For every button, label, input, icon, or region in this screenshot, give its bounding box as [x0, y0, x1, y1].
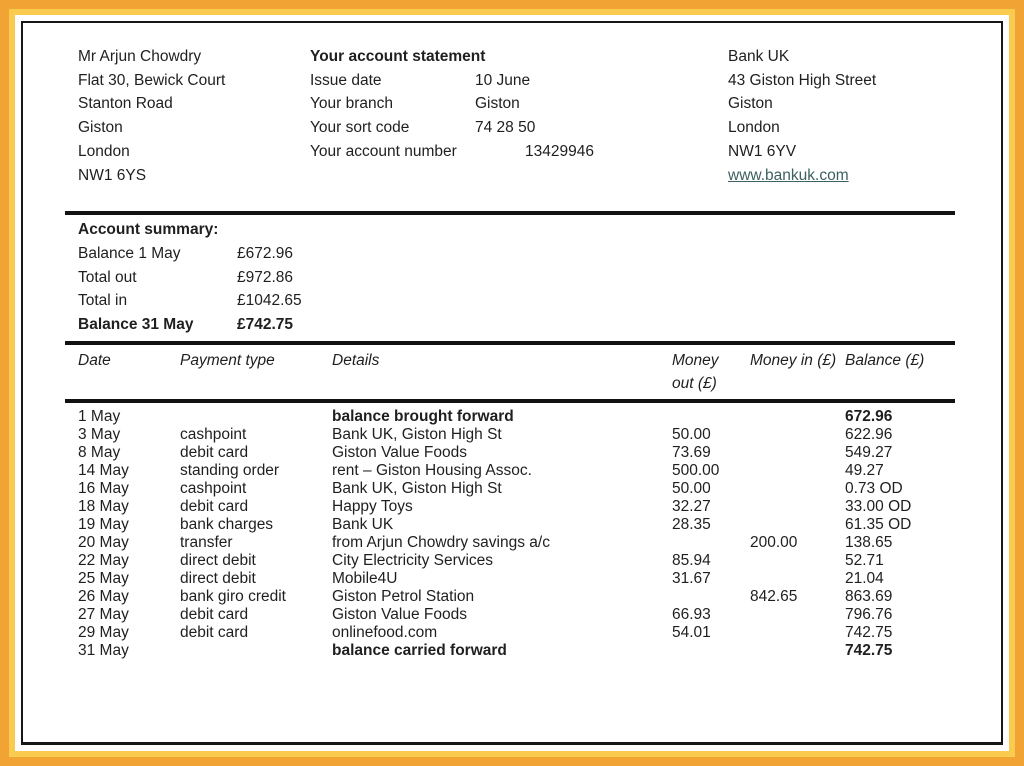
table-row: [78, 498, 1001, 516]
summary-value: £672.96: [237, 244, 294, 262]
table-row: [78, 462, 1001, 480]
tx-details-cell: City Electricity Services: [332, 552, 494, 570]
tx-money-in-cell: [750, 552, 845, 570]
tx-payment-type-cell: direct debit: [180, 552, 256, 570]
tx-money-out-cell: 54.01: [672, 624, 711, 642]
statement-header: [23, 45, 1001, 187]
tx-balance-cell: 863.69: [845, 588, 893, 606]
tx-payment-type-cell: bank charges: [180, 516, 274, 534]
tx-balance-cell: 0.73 OD: [845, 480, 903, 498]
tx-money-out-cell: [672, 588, 750, 606]
account-summary-rows: [78, 242, 1001, 337]
tx-money-out-cell: 50.00: [672, 480, 711, 498]
tx-money-in-cell: 200.00: [750, 534, 798, 552]
tx-date-cell: 8 May: [78, 444, 121, 462]
statement-title: Your account statement: [310, 48, 486, 65]
statement-info-label: Your branch: [310, 95, 394, 113]
tx-money-in-cell: [750, 462, 845, 480]
bank-address-line: 43 Giston High Street: [728, 71, 877, 89]
statement-sheet: [21, 21, 1003, 745]
tx-details-cell: Giston Value Foods: [332, 444, 467, 462]
tx-balance-cell: 742.75: [845, 624, 893, 642]
tx-payment-type-cell: cashpoint: [180, 480, 247, 498]
tx-details-cell: from Arjun Chowdry savings a/c: [332, 534, 550, 552]
tx-date-cell: 31 May: [78, 642, 129, 660]
statement-info-row: [310, 140, 728, 164]
statement-info-label: Your sort code: [310, 119, 410, 137]
summary-row: [78, 313, 1001, 337]
summary-row: [78, 242, 1001, 266]
tx-payment-type-cell: [180, 408, 332, 426]
table-row: [78, 516, 1001, 534]
table-row: [78, 426, 1001, 444]
tx-date-cell: 19 May: [78, 516, 129, 534]
bank-website-link[interactable]: www.bankuk.com: [728, 166, 849, 184]
tx-money-in-cell: 842.65: [750, 588, 798, 606]
tx-date-cell: 3 May: [78, 426, 121, 444]
table-row: [78, 480, 1001, 498]
tx-date-cell: 26 May: [78, 588, 129, 606]
summary-label: Balance 1 May: [78, 244, 181, 262]
tx-date-cell: 29 May: [78, 624, 129, 642]
tx-payment-type-cell: debit card: [180, 624, 249, 642]
tx-money-in-cell: [750, 408, 845, 426]
tx-payment-type-cell: cashpoint: [180, 426, 247, 444]
tx-money-out-cell: 73.69: [672, 444, 711, 462]
tx-money-in-cell: [750, 480, 845, 498]
tx-details-cell: Mobile4U: [332, 570, 398, 588]
tx-money-out-cell: 50.00: [672, 426, 711, 444]
tx-payment-type-cell: transfer: [180, 534, 233, 552]
table-row: [78, 588, 1001, 606]
tx-payment-type-cell: debit card: [180, 606, 249, 624]
customer-address-line: Flat 30, Bewick Court: [78, 71, 226, 89]
statement-info-row: [310, 69, 728, 93]
statement-info-value: 10 June: [475, 71, 531, 89]
table-row: [78, 408, 1001, 426]
customer-address-line: Stanton Road: [78, 95, 173, 113]
summary-label: Balance 31 May: [78, 316, 194, 334]
column-header-details: Details: [332, 351, 380, 369]
tx-date-cell: 16 May: [78, 480, 129, 498]
table-row: [78, 444, 1001, 462]
bank-address-line: Bank UK: [728, 48, 790, 65]
tx-details-cell: Happy Toys: [332, 498, 413, 516]
tx-details-cell: Bank UK: [332, 516, 394, 534]
tx-details-cell: Bank UK, Giston High St: [332, 480, 502, 498]
table-row: [78, 552, 1001, 570]
customer-address-block: [78, 45, 310, 187]
tx-balance-cell: 742.75: [845, 642, 893, 660]
column-header-date: Date: [78, 351, 111, 369]
tx-date-cell: 14 May: [78, 462, 129, 480]
tx-money-out-cell: [672, 408, 750, 426]
tx-payment-type-cell: debit card: [180, 498, 249, 516]
tx-date-cell: 1 May: [78, 408, 121, 426]
summary-label: Total out: [78, 268, 137, 286]
summary-value: £972.86: [237, 268, 294, 286]
tx-details-cell: onlinefood.com: [332, 624, 438, 642]
column-header-payment-type: Payment type: [180, 351, 275, 369]
tx-date-cell: 18 May: [78, 498, 129, 516]
tx-money-in-cell: [750, 516, 845, 534]
statement-info-row: [310, 92, 728, 116]
statement-info-row: [310, 116, 728, 140]
column-header-money-in: Money in (£): [750, 351, 837, 369]
transactions-table: [78, 403, 1001, 660]
tx-date-cell: 27 May: [78, 606, 129, 624]
tx-money-out-cell: 500.00: [672, 462, 720, 480]
table-row: [78, 534, 1001, 552]
summary-value: £1042.65: [237, 292, 302, 310]
customer-address-line: NW1 6YS: [78, 166, 147, 184]
tx-payment-type-cell: standing order: [180, 462, 280, 480]
customer-address-line: Mr Arjun Chowdry: [78, 48, 202, 65]
tx-money-out-cell: 28.35: [672, 516, 711, 534]
tx-payment-type-cell: debit card: [180, 444, 249, 462]
bank-address-line: NW1 6YV: [728, 142, 797, 160]
tx-date-cell: 25 May: [78, 570, 129, 588]
statement-info-value: 13429946: [525, 142, 594, 160]
decorative-yellow-frame: [9, 9, 1015, 757]
tx-details-cell: balance brought forward: [332, 408, 514, 426]
tx-money-in-cell: [750, 606, 845, 624]
tx-money-out-cell: [672, 534, 750, 552]
statement-info-label: Issue date: [310, 71, 382, 89]
tx-balance-cell: 138.65: [845, 534, 893, 552]
statement-info-label: Your account number: [310, 142, 457, 160]
tx-balance-cell: 796.76: [845, 606, 893, 624]
tx-money-in-cell: [750, 624, 845, 642]
tx-money-out-cell: 32.27: [672, 498, 711, 516]
summary-value: £742.75: [237, 316, 294, 334]
account-statement-block: [310, 45, 728, 187]
summary-label: Total in: [78, 292, 128, 310]
tx-balance-cell: 21.04: [845, 570, 884, 588]
statement-info-rows: [310, 69, 728, 164]
table-row: [78, 624, 1001, 642]
tx-balance-cell: 61.35 OD: [845, 516, 912, 534]
tx-details-cell: Bank UK, Giston High St: [332, 426, 502, 444]
tx-money-in-cell: [750, 642, 845, 660]
summary-row: [78, 289, 1001, 313]
tx-details-cell: Giston Value Foods: [332, 606, 467, 624]
summary-row: [78, 266, 1001, 290]
tx-money-out-cell: 31.67: [672, 570, 711, 588]
table-row: [78, 570, 1001, 588]
table-row: [78, 642, 1001, 660]
bank-address-line: Giston: [728, 95, 773, 113]
tx-details-cell: Giston Petrol Station: [332, 588, 475, 606]
tx-date-cell: 20 May: [78, 534, 129, 552]
column-header-money-out: Money out (£): [672, 351, 719, 393]
tx-payment-type-cell: direct debit: [180, 570, 256, 588]
statement-info-value: 74 28 50: [475, 119, 536, 137]
tx-money-in-cell: [750, 498, 845, 516]
bank-address-block: [728, 45, 1001, 187]
column-header-balance: Balance (£): [845, 351, 925, 369]
tx-details-cell: rent – Giston Housing Assoc.: [332, 462, 532, 480]
tx-money-in-cell: [750, 426, 845, 444]
transactions-header-row: [78, 345, 1001, 399]
bank-address-lines: [728, 45, 1001, 164]
tx-balance-cell: 33.00 OD: [845, 498, 912, 516]
tx-date-cell: 22 May: [78, 552, 129, 570]
tx-money-out-cell: 85.94: [672, 552, 711, 570]
tx-balance-cell: 52.71: [845, 552, 884, 570]
tx-money-in-cell: [750, 570, 845, 588]
account-summary-section: [23, 215, 1001, 339]
tx-details-cell: balance carried forward: [332, 642, 507, 660]
bank-address-line: London: [728, 119, 780, 137]
customer-address-line: London: [78, 142, 130, 160]
statement-info-value: Giston: [475, 95, 520, 113]
tx-payment-type-cell: [180, 642, 332, 660]
tx-money-out-cell: [672, 642, 750, 660]
tx-balance-cell: 672.96: [845, 408, 893, 426]
tx-balance-cell: 622.96: [845, 426, 893, 444]
account-summary-title: Account summary:: [78, 221, 219, 239]
customer-address-line: Giston: [78, 119, 123, 137]
tx-money-in-cell: [750, 444, 845, 462]
tx-balance-cell: 549.27: [845, 444, 893, 462]
tx-balance-cell: 49.27: [845, 462, 884, 480]
table-row: [78, 606, 1001, 624]
tx-payment-type-cell: bank giro credit: [180, 588, 286, 606]
tx-money-out-cell: 66.93: [672, 606, 711, 624]
